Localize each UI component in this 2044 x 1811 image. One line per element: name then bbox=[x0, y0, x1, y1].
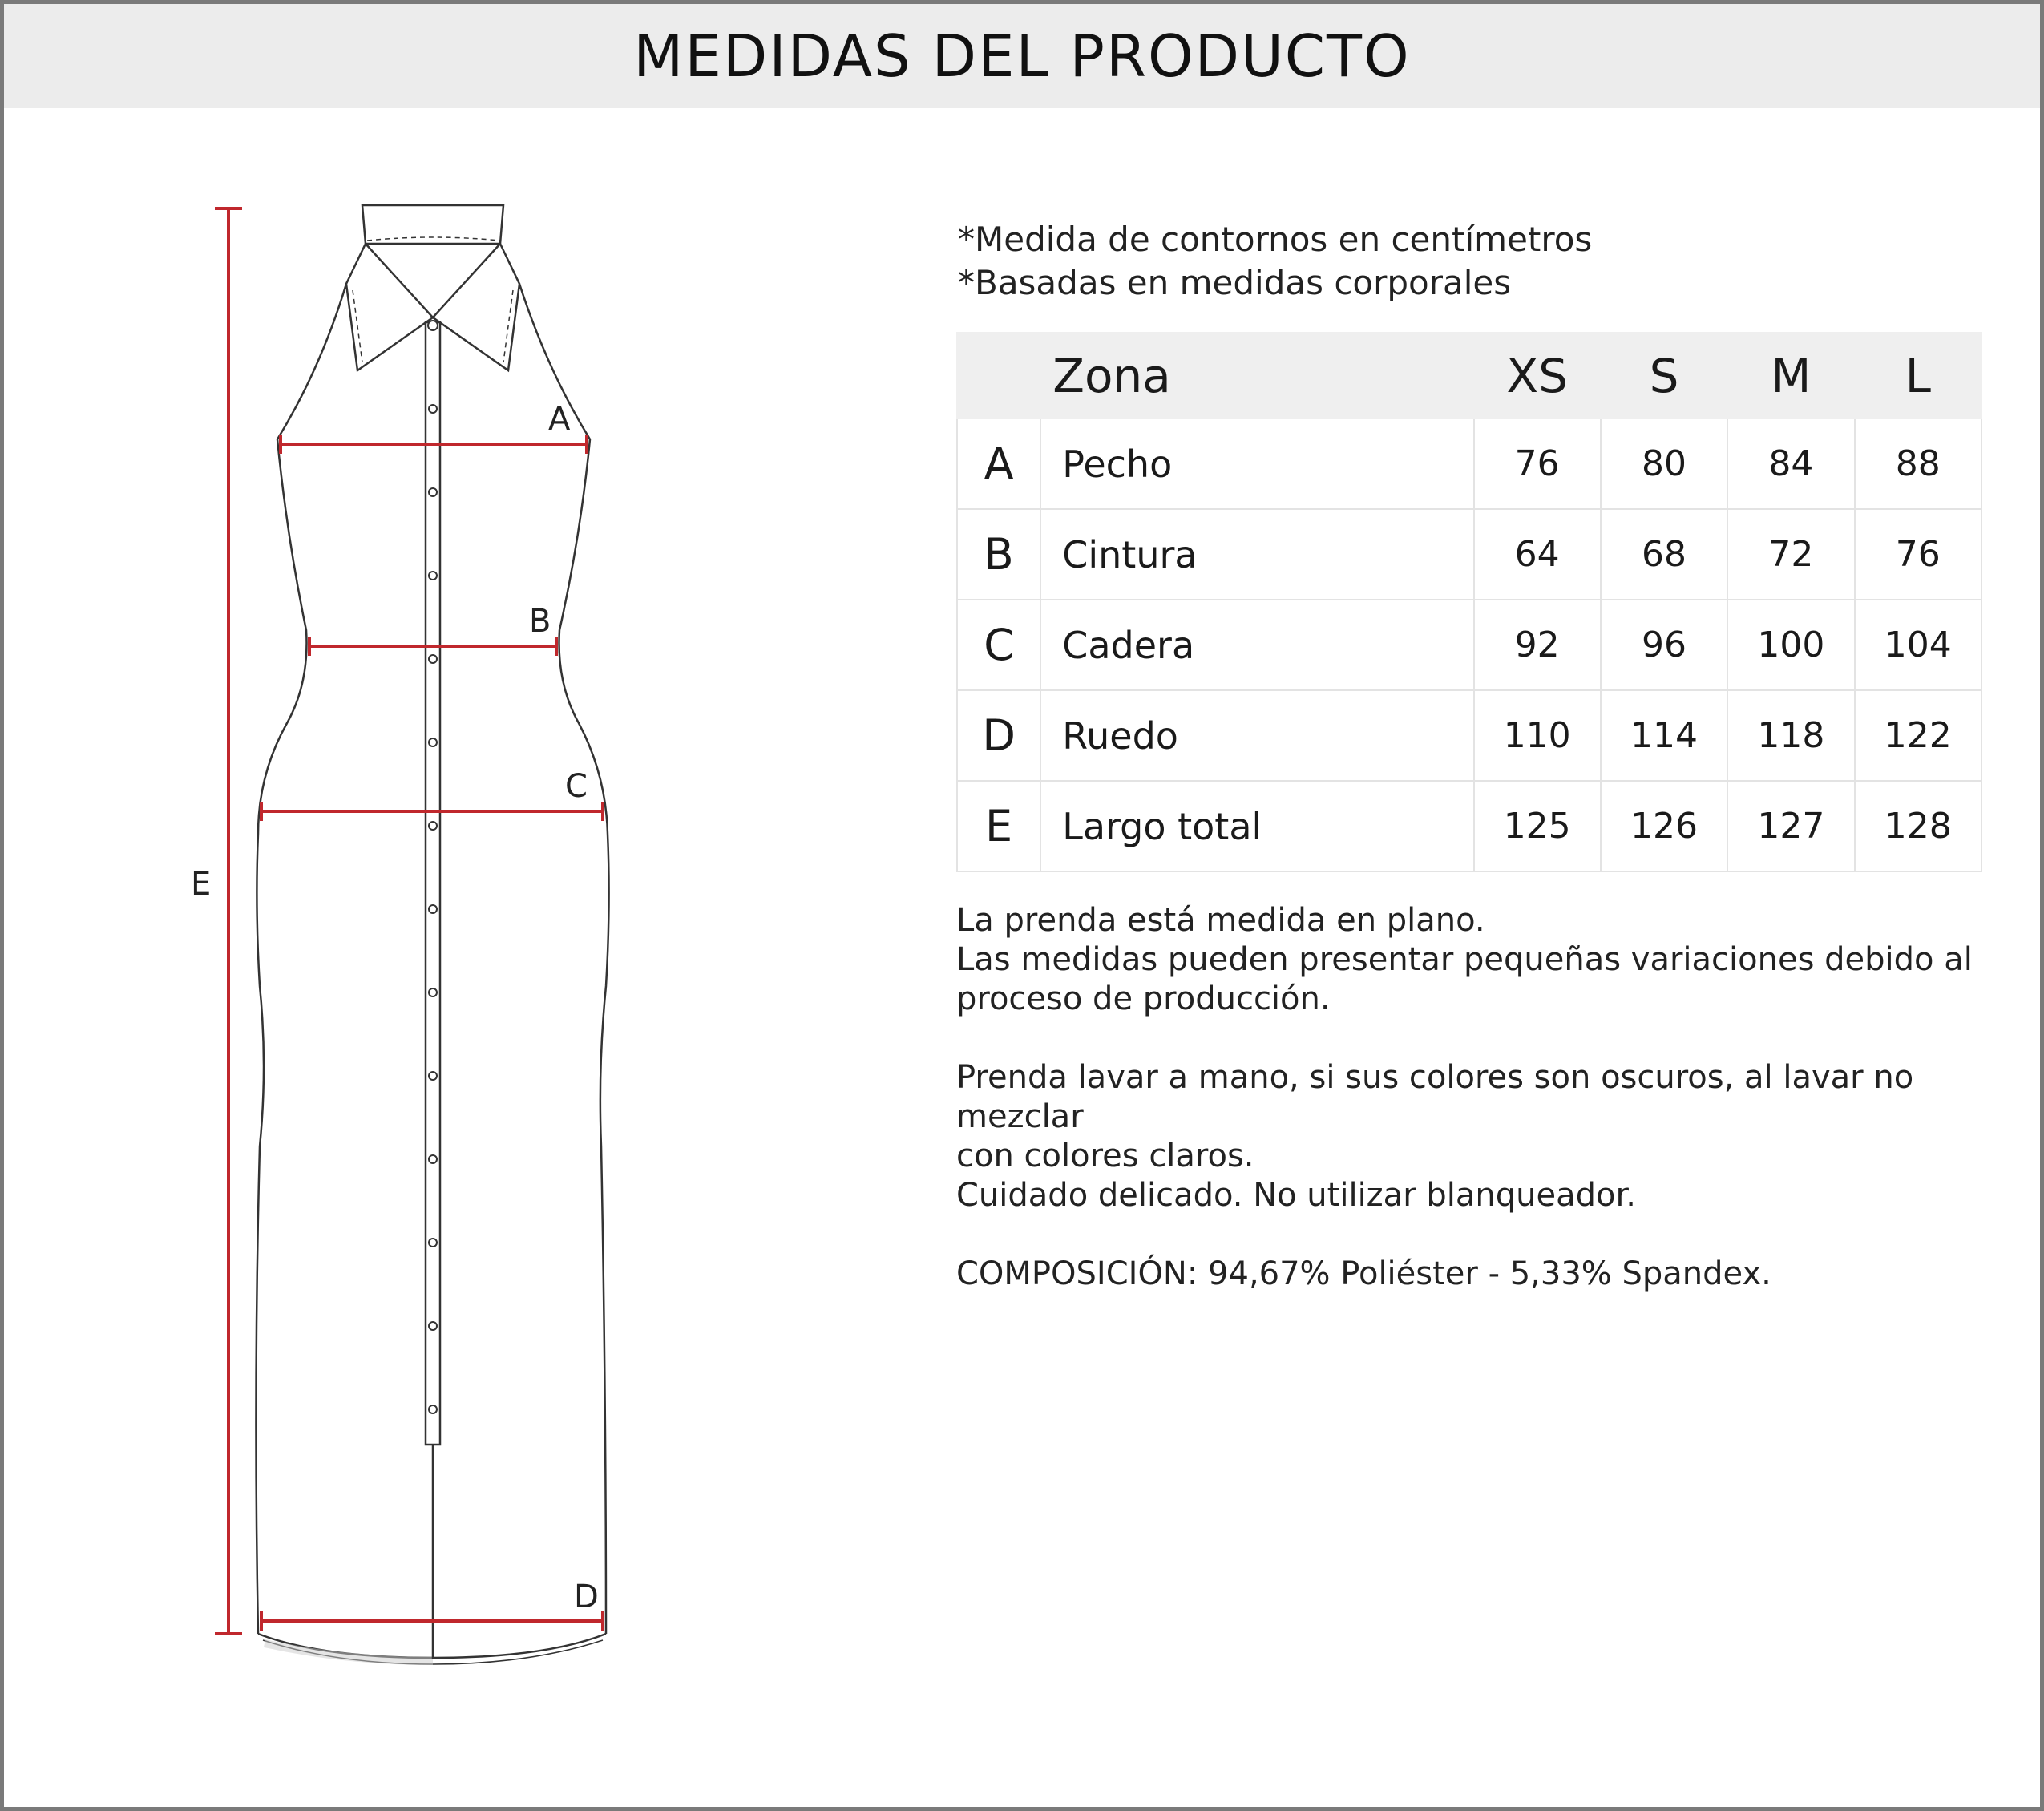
table-row bbox=[957, 690, 1981, 781]
cell-value: 100 bbox=[1727, 600, 1854, 690]
row-zone: Pecho bbox=[1040, 418, 1473, 509]
measurement-disclaimer bbox=[956, 901, 2030, 1019]
table-row bbox=[957, 418, 1981, 509]
measure-a bbox=[281, 435, 587, 454]
row-zone: Largo total bbox=[1040, 781, 1473, 871]
page-title: MEDIDAS DEL PRODUCTO bbox=[633, 22, 1411, 90]
label-b: B bbox=[529, 603, 551, 640]
measure-e bbox=[215, 208, 242, 1634]
label-e: E bbox=[191, 866, 212, 903]
cell-value: 72 bbox=[1727, 509, 1854, 600]
dress-flat-sketch bbox=[160, 184, 657, 1692]
row-zone: Cadera bbox=[1040, 600, 1473, 690]
cell-value: 127 bbox=[1727, 781, 1854, 871]
cell-value: 114 bbox=[1601, 690, 1727, 781]
care-instructions bbox=[956, 1058, 2030, 1215]
header-zone: Zona bbox=[1040, 333, 1473, 418]
header-size-xs: XS bbox=[1474, 333, 1601, 418]
row-zone: Ruedo bbox=[1040, 690, 1473, 781]
note-hand-wash: Prenda lavar a mano, si sus colores son oscuros, al lavar no mezclar bbox=[956, 1059, 1914, 1135]
note-variations: Las medidas pueden presentar pequeñas variaciones debido al bbox=[956, 941, 1973, 978]
cell-value: 104 bbox=[1855, 600, 1981, 690]
cell-value: 125 bbox=[1474, 781, 1601, 871]
care-notes bbox=[956, 901, 2030, 1333]
button-placket bbox=[426, 321, 440, 1659]
cell-value: 76 bbox=[1474, 418, 1601, 509]
cell-value: 88 bbox=[1855, 418, 1981, 509]
cell-value: 118 bbox=[1727, 690, 1854, 781]
size-table-header bbox=[957, 333, 1981, 418]
row-code: A bbox=[957, 418, 1040, 509]
cell-value: 92 bbox=[1474, 600, 1601, 690]
label-c: C bbox=[565, 768, 588, 805]
cell-value: 76 bbox=[1855, 509, 1981, 600]
cell-value: 68 bbox=[1601, 509, 1727, 600]
note-body-based: *Basadas en medidas corporales bbox=[958, 263, 1512, 302]
label-d: D bbox=[574, 1579, 599, 1615]
header-size-s: S bbox=[1601, 333, 1727, 418]
cell-value: 110 bbox=[1474, 690, 1601, 781]
composition-text: COMPOSICIÓN: 94,67% Poliéster - 5,33% Spandex. bbox=[956, 1255, 1771, 1292]
row-code: B bbox=[957, 509, 1040, 600]
cell-value: 84 bbox=[1727, 418, 1854, 509]
row-code: E bbox=[957, 781, 1040, 871]
cell-value: 80 bbox=[1601, 418, 1727, 509]
row-code: D bbox=[957, 690, 1040, 781]
header-code-cell bbox=[957, 333, 1040, 418]
cell-value: 128 bbox=[1855, 781, 1981, 871]
row-zone: Cintura bbox=[1040, 509, 1473, 600]
label-a: A bbox=[548, 401, 571, 438]
note-flat-measured: La prenda está medida en plano. bbox=[956, 902, 1485, 939]
measurement-notes bbox=[958, 218, 1592, 305]
row-code: C bbox=[957, 600, 1040, 690]
cell-value: 96 bbox=[1601, 600, 1727, 690]
cell-value: 126 bbox=[1601, 781, 1727, 871]
table-row bbox=[957, 781, 1981, 871]
header-bar bbox=[4, 4, 2040, 108]
note-hand-wash-cont: con colores claros. bbox=[956, 1138, 1254, 1174]
note-no-bleach: Cuidado delicado. No utilizar blanqueador. bbox=[956, 1177, 1636, 1214]
composition bbox=[956, 1255, 2030, 1294]
cell-value: 64 bbox=[1474, 509, 1601, 600]
header-size-m: M bbox=[1727, 333, 1854, 418]
collar bbox=[346, 205, 519, 370]
cell-value: 122 bbox=[1855, 690, 1981, 781]
note-contours: *Medida de contornos en centímetros bbox=[958, 220, 1593, 259]
measure-c bbox=[261, 802, 603, 821]
table-row bbox=[957, 600, 1981, 690]
header-size-l: L bbox=[1855, 333, 1981, 418]
table-row bbox=[957, 509, 1981, 600]
note-variations-cont: proceso de producción. bbox=[956, 980, 1331, 1017]
measure-b bbox=[309, 637, 556, 656]
dress-diagram bbox=[160, 184, 657, 1692]
size-table bbox=[956, 332, 1982, 872]
